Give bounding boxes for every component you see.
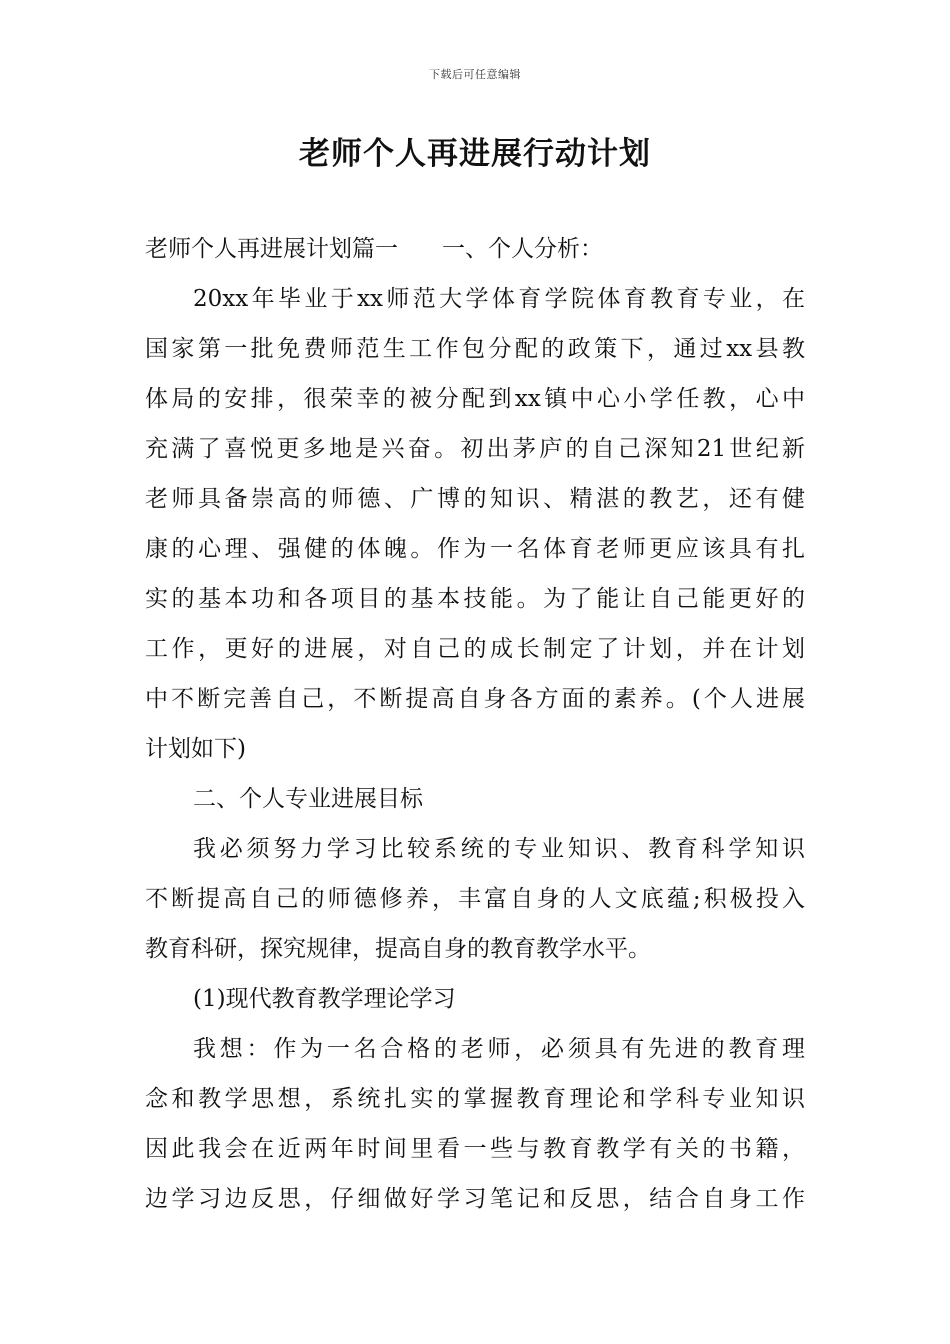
paragraph-line: 计划如下)	[145, 736, 246, 762]
paragraph-personal-analysis	[145, 274, 805, 774]
paragraph-line: 念和教学思想，系统扎实的掌握教育理论和学科专业知识	[145, 1086, 805, 1112]
section-heading-2: 二、个人专业进展目标	[193, 786, 423, 812]
intro-heading: 老师个人再进展计划篇一	[145, 236, 398, 262]
paragraph-line: 中不断完善自己，不断提高自身各方面的素养。(个人进展	[145, 686, 805, 712]
paragraph-line: 充满了喜悦更多地是兴奋。初出茅庐的自己深知21世纪新	[145, 436, 805, 462]
paragraph-line: 我必须努力学习比较系统的专业知识、教育科学知识	[193, 836, 805, 862]
paragraph-line: 实的基本功和各项目的基本技能。为了能让自己能更好的	[145, 586, 805, 612]
document-title: 老师个人再进展行动计划	[299, 136, 651, 172]
section-heading-1: 一、个人分析：	[442, 236, 603, 262]
paragraph-line: 因此我会在近两年时间里看一些与教育教学有关的书籍，	[145, 1136, 805, 1162]
subsection-heading: (1)现代教育教学理论学习	[193, 986, 456, 1012]
paragraph-line: 体局的安排，很荣幸的被分配到xx镇中心小学任教，心中	[145, 386, 805, 412]
intro-line	[145, 224, 805, 274]
paragraph-line: 老师具备崇高的师德、广博的知识、精湛的教艺，还有健	[145, 486, 805, 512]
paragraph-theory-study	[145, 1024, 805, 1224]
paragraph-goals	[145, 824, 805, 974]
header-note: 下载后可任意编辑	[429, 68, 521, 81]
paragraph-line: 我想：作为一名合格的老师，必须具有先进的教育理	[193, 1036, 805, 1062]
paragraph-line: 不断提高自己的师德修养，丰富自身的人文底蕴;积极投入	[145, 886, 805, 912]
document-body	[145, 224, 805, 1224]
paragraph-line: 康的心理、强健的体魄。作为一名体育老师更应该具有扎	[145, 536, 805, 562]
paragraph-line: 国家第一批免费师范生工作包分配的政策下，通过xx县教	[145, 336, 805, 362]
paragraph-line: 20xx年毕业于xx师范大学体育学院体育教育专业，在	[193, 286, 805, 312]
paragraph-line: 工作，更好的进展，对自己的成长制定了计划，并在计划	[145, 636, 805, 662]
paragraph-line: 教育科研，探究规律，提高自身的教育教学水平。	[145, 936, 651, 962]
paragraph-line: 边学习边反思，仔细做好学习笔记和反思，结合自身工作	[145, 1186, 805, 1212]
